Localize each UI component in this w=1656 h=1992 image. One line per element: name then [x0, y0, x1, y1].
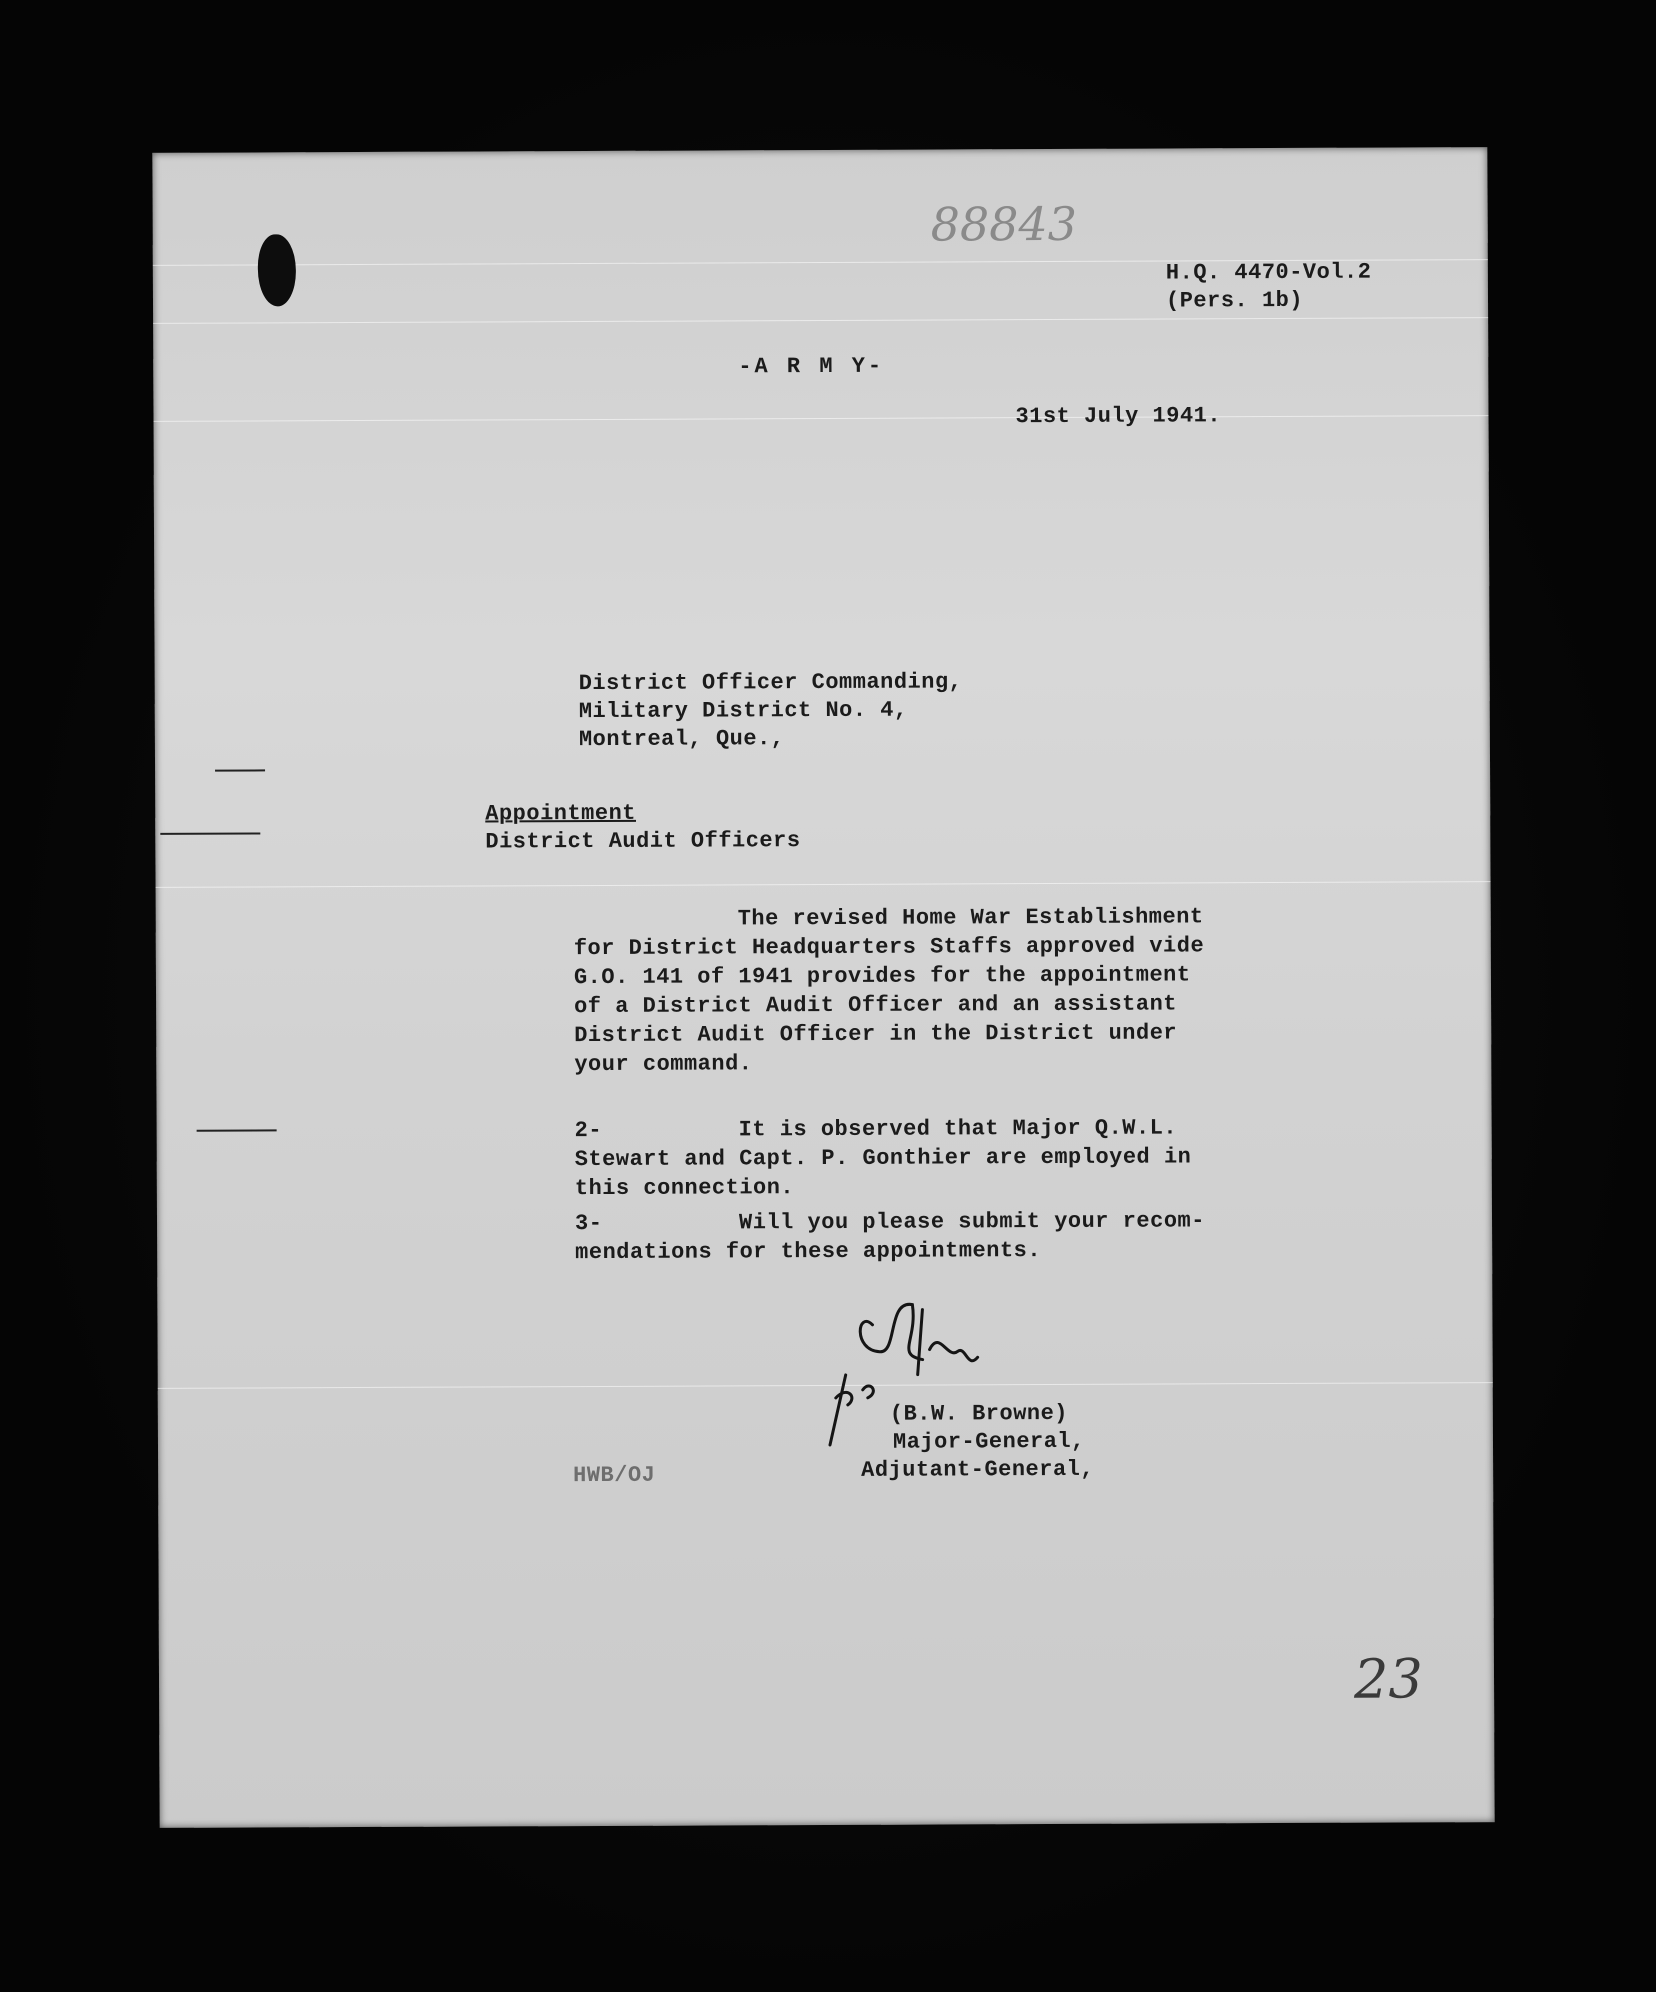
service-heading: -A R M Y-	[738, 353, 885, 380]
fold-line	[156, 881, 1491, 888]
paragraph-line: Stewart and Capt. P. Gonthier are employed in	[574, 1144, 1192, 1173]
margin-mark	[160, 832, 260, 834]
signatory-rank: Major-General,	[892, 1428, 1085, 1455]
recipient-line: Montreal, Que.,	[578, 726, 785, 753]
subject-line: District Audit Officers	[485, 828, 801, 855]
paragraph-line: your command.	[574, 1051, 753, 1078]
page-number: 23	[1353, 1647, 1423, 1711]
file-number: H.Q. 4470-Vol.2	[1165, 259, 1372, 286]
recipient-line: Military District No. 4,	[578, 697, 908, 725]
paragraph-line: of a District Audit Officer and an assistant	[574, 991, 1178, 1020]
paragraph-text	[575, 1206, 1215, 1267]
fold-line	[154, 415, 1489, 422]
paragraph-line: It is observed that Major Q.W.L.	[738, 1115, 1178, 1143]
punch-hole	[258, 234, 296, 306]
paragraph-line: for District Headquarters Staffs approved vide	[573, 933, 1205, 962]
paragraph-line: this connection.	[574, 1175, 795, 1202]
subject-heading: Appointment	[485, 800, 637, 827]
paragraph-number: 2-	[574, 1117, 603, 1144]
typist-initials: HWB/OJ	[573, 1462, 656, 1489]
letter-date: 31st July 1941.	[1015, 403, 1222, 430]
paragraph-line: Will you please submit your recom-	[738, 1208, 1205, 1236]
signatory-title: Adjutant-General,	[861, 1456, 1095, 1483]
margin-mark	[215, 769, 265, 771]
branch-reference: (Pers. 1b)	[1165, 287, 1304, 314]
letter-page	[152, 147, 1494, 1828]
paragraph-text	[574, 902, 1215, 1079]
paragraph-line: The revised Home War Establishment	[737, 904, 1204, 932]
handwritten-reference: 88843	[930, 196, 1078, 252]
fold-line	[153, 317, 1488, 324]
paragraph-number: 3-	[574, 1210, 603, 1237]
paragraph-line: mendations for these appointments.	[575, 1238, 1042, 1266]
paragraph-line: G.O. 141 of 1941 provides for the appointment	[573, 962, 1191, 991]
recipient-line: District Officer Commanding,	[578, 669, 963, 697]
signatory-name: (B.W. Browne)	[889, 1400, 1069, 1427]
paragraph-line: District Audit Officer in the District under	[574, 1020, 1178, 1049]
paragraph-text	[575, 1113, 1215, 1203]
margin-mark	[197, 1129, 277, 1131]
